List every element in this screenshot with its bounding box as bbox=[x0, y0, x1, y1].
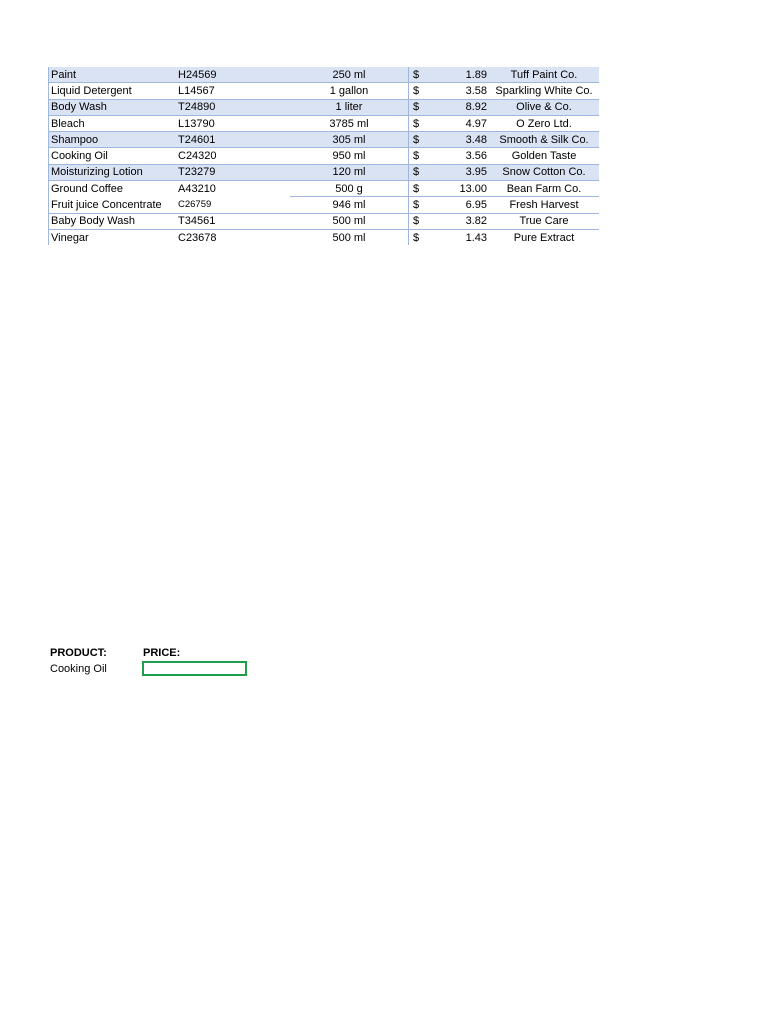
brand-cell[interactable]: Tuff Paint Co. bbox=[489, 67, 599, 83]
product-code-cell[interactable]: T24601 bbox=[176, 132, 290, 148]
product-code-cell[interactable]: L13790 bbox=[176, 115, 290, 131]
product-name-cell[interactable]: Ground Coffee bbox=[49, 181, 177, 197]
product-name-cell[interactable]: Paint bbox=[49, 67, 177, 83]
product-name-cell[interactable]: Vinegar bbox=[49, 229, 177, 245]
table-row bbox=[49, 148, 600, 164]
product-code-cell[interactable]: L14567 bbox=[176, 83, 290, 99]
table-row bbox=[49, 164, 600, 180]
table-row bbox=[49, 132, 600, 148]
product-name-cell[interactable]: Moisturizing Lotion bbox=[49, 164, 177, 180]
currency-cell[interactable]: $ bbox=[409, 67, 446, 83]
product-table bbox=[48, 67, 599, 245]
brand-cell[interactable]: Smooth & Silk Co. bbox=[489, 132, 599, 148]
price-cell[interactable]: 3.82 bbox=[445, 213, 489, 229]
product-size-cell[interactable]: 250 ml bbox=[290, 67, 409, 83]
price-result-cell[interactable] bbox=[142, 661, 247, 676]
price-cell[interactable]: 3.56 bbox=[445, 148, 489, 164]
currency-cell[interactable]: $ bbox=[409, 132, 446, 148]
table-row bbox=[49, 181, 600, 197]
price-cell[interactable]: 8.92 bbox=[445, 99, 489, 115]
product-code-cell[interactable]: A43210 bbox=[178, 182, 216, 195]
brand-cell[interactable]: Pure Extract bbox=[513, 231, 575, 244]
table-row bbox=[49, 67, 600, 83]
currency-cell[interactable]: $ bbox=[409, 197, 446, 213]
product-code-cell[interactable]: C26759 bbox=[176, 197, 290, 213]
product-label: PRODUCT: bbox=[50, 647, 107, 659]
brand-cell[interactable]: True Care bbox=[489, 213, 599, 229]
currency-cell[interactable]: $ bbox=[409, 148, 446, 164]
currency-cell[interactable]: $ bbox=[409, 181, 446, 197]
currency-cell[interactable]: $ bbox=[409, 115, 446, 131]
product-size-cell[interactable]: 1 liter bbox=[290, 99, 409, 115]
product-name-cell[interactable]: Cooking Oil bbox=[49, 148, 177, 164]
product-code-cell[interactable]: C24320 bbox=[176, 148, 290, 164]
brand-cell[interactable]: O Zero Ltd. bbox=[489, 115, 599, 131]
product-name-cell[interactable]: Shampoo bbox=[49, 132, 177, 148]
product-size-cell[interactable]: 1 gallon bbox=[290, 83, 409, 99]
brand-cell[interactable]: Bean Farm Co. bbox=[489, 181, 599, 197]
price-cell[interactable]: 1.89 bbox=[445, 67, 489, 83]
brand-cell[interactable]: Olive & Co. bbox=[489, 99, 599, 115]
product-name-cell[interactable]: Fruit juice Concentrate bbox=[49, 197, 177, 213]
product-code-cell[interactable]: T24890 bbox=[176, 99, 290, 115]
product-size-cell[interactable]: 500 ml bbox=[290, 213, 409, 229]
table-row bbox=[49, 83, 600, 99]
price-cell[interactable]: 6.95 bbox=[445, 197, 489, 213]
product-name-cell[interactable]: Liquid Detergent bbox=[49, 83, 177, 99]
table-row bbox=[49, 213, 600, 229]
product-name-cell[interactable]: Bleach bbox=[49, 115, 177, 131]
price-cell[interactable]: 3.48 bbox=[445, 132, 489, 148]
price-cell[interactable]: 4.97 bbox=[445, 115, 489, 131]
currency-cell[interactable]: $ bbox=[409, 229, 446, 245]
product-size-cell[interactable]: 950 ml bbox=[290, 148, 409, 164]
product-code-cell[interactable]: C23678 bbox=[178, 231, 217, 244]
product-code-cell[interactable]: T34561 bbox=[176, 213, 290, 229]
brand-cell[interactable]: Fresh Harvest bbox=[489, 197, 599, 213]
currency-cell[interactable]: $ bbox=[409, 99, 446, 115]
product-size-cell[interactable]: 500 g bbox=[290, 181, 409, 197]
price-cell[interactable]: 13.00 bbox=[445, 181, 489, 197]
table-row bbox=[49, 229, 600, 245]
brand-cell[interactable]: Golden Taste bbox=[489, 148, 599, 164]
product-size-cell[interactable]: 3785 ml bbox=[290, 115, 409, 131]
product-name-cell[interactable]: Body Wash bbox=[49, 99, 177, 115]
product-size-cell[interactable]: 946 ml bbox=[290, 197, 409, 213]
price-label: PRICE: bbox=[143, 647, 181, 659]
price-cell[interactable]: 1.43 bbox=[465, 231, 487, 244]
product-name-cell[interactable]: Baby Body Wash bbox=[49, 213, 177, 229]
product-size-cell[interactable]: 120 ml bbox=[290, 164, 409, 180]
brand-cell[interactable]: Snow Cotton Co. bbox=[489, 164, 599, 180]
currency-cell[interactable]: $ bbox=[409, 213, 446, 229]
product-size-cell[interactable]: 305 ml bbox=[290, 132, 409, 148]
table-row bbox=[49, 99, 600, 115]
product-size-cell[interactable]: 500 ml bbox=[332, 231, 366, 244]
price-cell[interactable]: 3.95 bbox=[445, 164, 489, 180]
product-code-cell[interactable]: H24569 bbox=[176, 67, 290, 83]
product-lookup-cell[interactable]: Cooking Oil bbox=[50, 663, 107, 675]
table-row bbox=[49, 115, 600, 131]
table-row bbox=[49, 197, 600, 213]
brand-cell[interactable]: Sparkling White Co. bbox=[489, 83, 599, 99]
product-code-cell[interactable]: T23279 bbox=[176, 164, 290, 180]
price-cell[interactable]: 3.58 bbox=[445, 83, 489, 99]
currency-cell[interactable]: $ bbox=[409, 164, 446, 180]
currency-cell[interactable]: $ bbox=[409, 83, 446, 99]
